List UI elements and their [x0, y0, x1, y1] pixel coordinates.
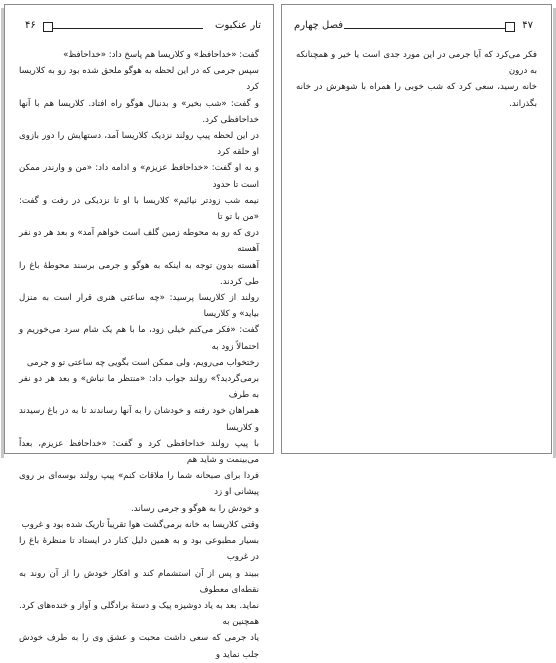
header-box-ornament [505, 22, 515, 32]
page-number: ۴۷ [522, 20, 533, 31]
text-line: فردا برای صبحانه شما را ملاقات کنم» پیپ رولند بوسه‌ای بر روی پیشانی او زد [19, 471, 259, 498]
text-line: خانه رسید، سعی کرد که شب خوبی را همراه با شوهرش در خانه بگذراند. [296, 82, 537, 109]
text-line: رختخواب می‌رویم، ولی ممکن است بگویی چه ساعتی تو و جرمی [26, 357, 259, 368]
text-line: در این لحظه پیپ رولند نزدیک کلاریسا آمد، دستهایش را دور بازوی او حلقه کرد [19, 131, 259, 158]
running-title: فصل چهارم [294, 20, 344, 31]
header-rule [53, 28, 203, 29]
left-page [4, 4, 274, 660]
text-line: ببیند و پس از آن استشمام کند و افکار خودش را از آن روند به نقطه‌ای معطوف [19, 568, 259, 595]
text-line: یاد جرمی که سعی داشت محبت و عشق وی را به طرف خودش جلب نماید و [19, 633, 259, 660]
text-line: برمی‌گردید؟» رولند جواب داد: «منتظر ما نباش» و بعد هر دو نفر به طرف [19, 374, 259, 401]
text-line: فکر می‌کرد که آیا جرمی در این مورد جدی است یا خیر و همچنانکه به درون [296, 50, 537, 77]
text-line: گفت: «فکر می‌کنم خیلی زود، ما با هم یک شام سرد می‌خوریم و احتمالاً زود به [19, 325, 259, 352]
header-rule [344, 28, 505, 29]
right-page-header [294, 19, 539, 35]
text-line: سپس جرمی که در این لحظه به هوگو ملحق شده بود رو به کلاریسا کرد [19, 66, 259, 93]
text-line: و گفت: «شب بخیر» و بدنبال هوگو راه افتاد. کلاریسا هم با آنها خداحافظی کرد. [19, 98, 259, 125]
text-line: نماید. بعد به یاد دوشیزه پیک و دستهٔ برادگلی و آواز و خنده‌های کرد. همچنین به [19, 600, 259, 628]
page-number: ۴۶ [25, 20, 36, 31]
text-line: همراهان خود رفته و خودشان را به آنها رساندند تا به در باغ رسیدند و کلاریسا [19, 406, 259, 433]
left-page-header [17, 19, 261, 35]
right-page-body [296, 47, 537, 112]
header-box-ornament [43, 22, 53, 32]
left-page-body [19, 47, 259, 663]
text-line: و خودش را به هوگو و جرمی رساند. [131, 503, 259, 514]
text-line: وقتی کلاریسا به خانه برمی‌گشت هوا تقریباً تاریک شده بود و غروب [21, 519, 259, 530]
running-title: تار عنکبوت [215, 20, 261, 31]
text-line: آهسته بدون توجه به اینکه به هوگو و جرمی برسند محوطهٔ باغ را طی کردند. [19, 260, 259, 287]
right-page [281, 4, 552, 454]
text-line: رولند از کلاریسا پرسید: «چه ساعتی هنری قرار است به منزل بیاید» و کلاریسا [19, 293, 259, 320]
text-line: نیمه شب زودتر نیائیم» کلاریسا با او تا نزدیکی در رفت و گفت: «من با تو تا [19, 195, 259, 223]
text-line: گفت: «خداحافظ» و کلاریسا هم پاسخ داد: «خداحافظ» [63, 50, 259, 60]
text-line: با پیپ رولند خداحافظی کرد و گفت: «خداحافظ عزیزم، بعداً می‌بینمت و شاید هم [19, 438, 259, 466]
text-line: دری که رو به محوطه زمین گلف است خواهم آمد» و بعد هر دو نفر آهسته [19, 228, 259, 255]
text-line: و به او گفت: «خداحافظ عزیزم» و ادامه داد: «من و وارندر ممکن است تا حدود [19, 163, 259, 190]
text-line: بسیار مطبوعی بود و به همین دلیل کنار در ایستاد تا منظرهٔ باغ را در غروب [19, 536, 259, 563]
